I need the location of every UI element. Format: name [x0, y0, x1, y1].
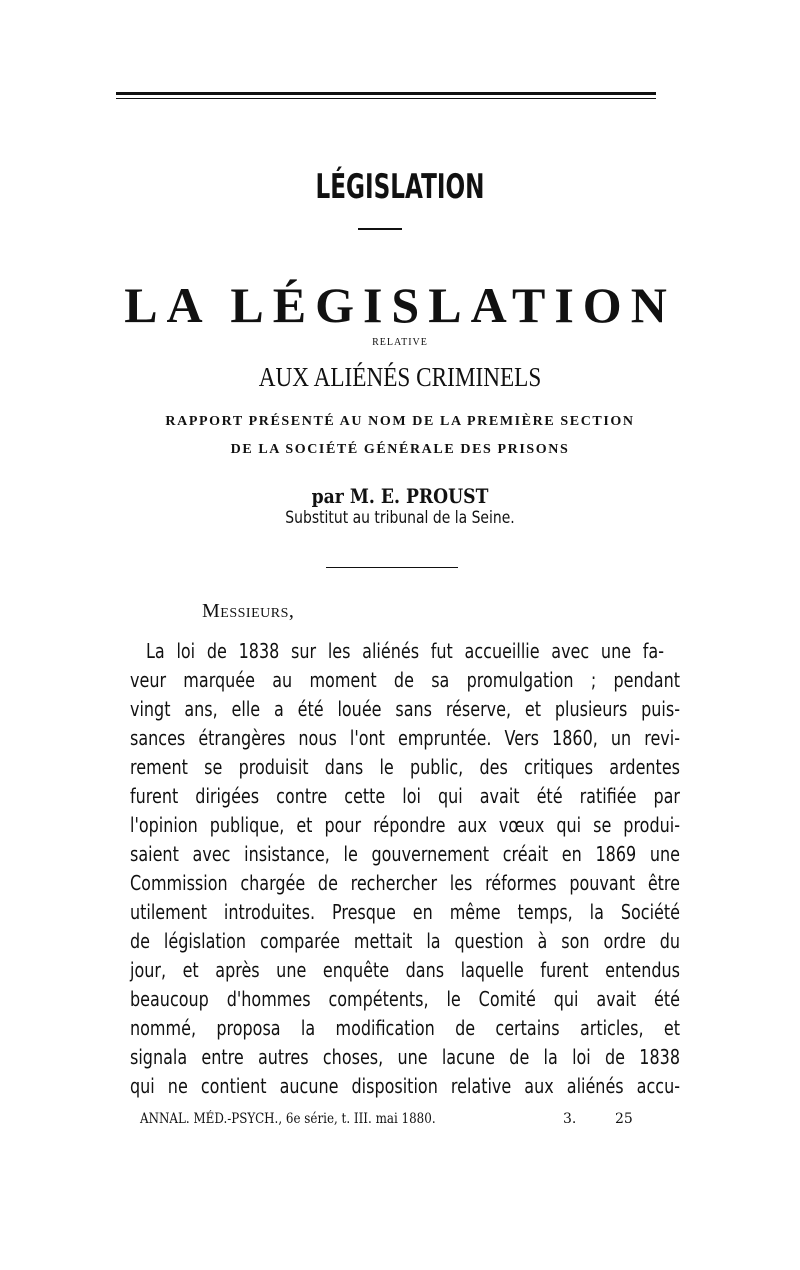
section-title: LÉGISLATION [315, 167, 485, 207]
body-line: qui ne contient aucune disposition relative aux aliénés accu- [130, 1074, 680, 1098]
author-byline: par M. E. PROUST [311, 484, 489, 508]
page-number: 25 [615, 1111, 633, 1127]
body-line: l'opinion publique, et pour répondre aux vœux qui se produi- [130, 813, 680, 837]
relative-label: RELATIVE [372, 337, 428, 348]
salutation: Messieurs, [202, 600, 295, 622]
body-line: veur marquée au moment de sa promulgation ; pendant [130, 668, 680, 692]
body-line: vingt ans, elle a été louée sans réserve, et plusieurs puis- [130, 697, 680, 721]
body-line: sances étrangères nous l'ont empruntée. Vers 1860, un revi- [130, 726, 680, 750]
header-double-rule [116, 92, 656, 99]
body-line: furent dirigées contre cette loi qui avait été ratifiée par [130, 784, 680, 808]
report-line-1: RAPPORT PRÉSENTÉ AU NOM DE LA PREMIÈRE SECTION [165, 414, 635, 429]
body-line: saient avec insistance, le gouvernement créait en 1869 une [130, 842, 680, 866]
article-subtitle: AUX ALIÉNÉS CRIMINELS [258, 362, 542, 392]
body-line: rement se produisit dans le public, des critiques ardentes [130, 755, 680, 779]
title-separator-rule [358, 228, 402, 230]
body-line: Commission chargée de rechercher les réformes pouvant être [130, 871, 680, 895]
body-line: jour, et après une enquête dans laquelle furent entendus [130, 958, 680, 982]
body-line: La loi de 1838 sur les aliénés fut accueillie avec une fa- [146, 639, 664, 663]
body-line: utilement introduites. Presque en même temps, la Société [130, 900, 680, 924]
report-line-2: DE LA SOCIÉTÉ GÉNÉRALE DES PRISONS [230, 442, 570, 457]
article-title: LA LÉGISLATION [124, 277, 676, 333]
journal-reference: ANNAL. MÉD.-PSYCH., 6e série, t. III. mai 1880. [140, 1111, 436, 1127]
author-affiliation: Substitut au tribunal de la Seine. [285, 508, 515, 528]
body-line: nommé, proposa la modification de certains articles, et [130, 1016, 680, 1040]
body-line: signala entre autres choses, une lacune de la loi de 1838 [130, 1045, 680, 1069]
body-line: de législation comparée mettait la question à son ordre du [130, 929, 680, 953]
signature-mark: 3. [563, 1111, 577, 1127]
body-line: beaucoup d'hommes compétents, le Comité qui avait été [130, 987, 680, 1011]
body-separator-rule [326, 567, 458, 568]
body-paragraph [130, 637, 680, 1101]
